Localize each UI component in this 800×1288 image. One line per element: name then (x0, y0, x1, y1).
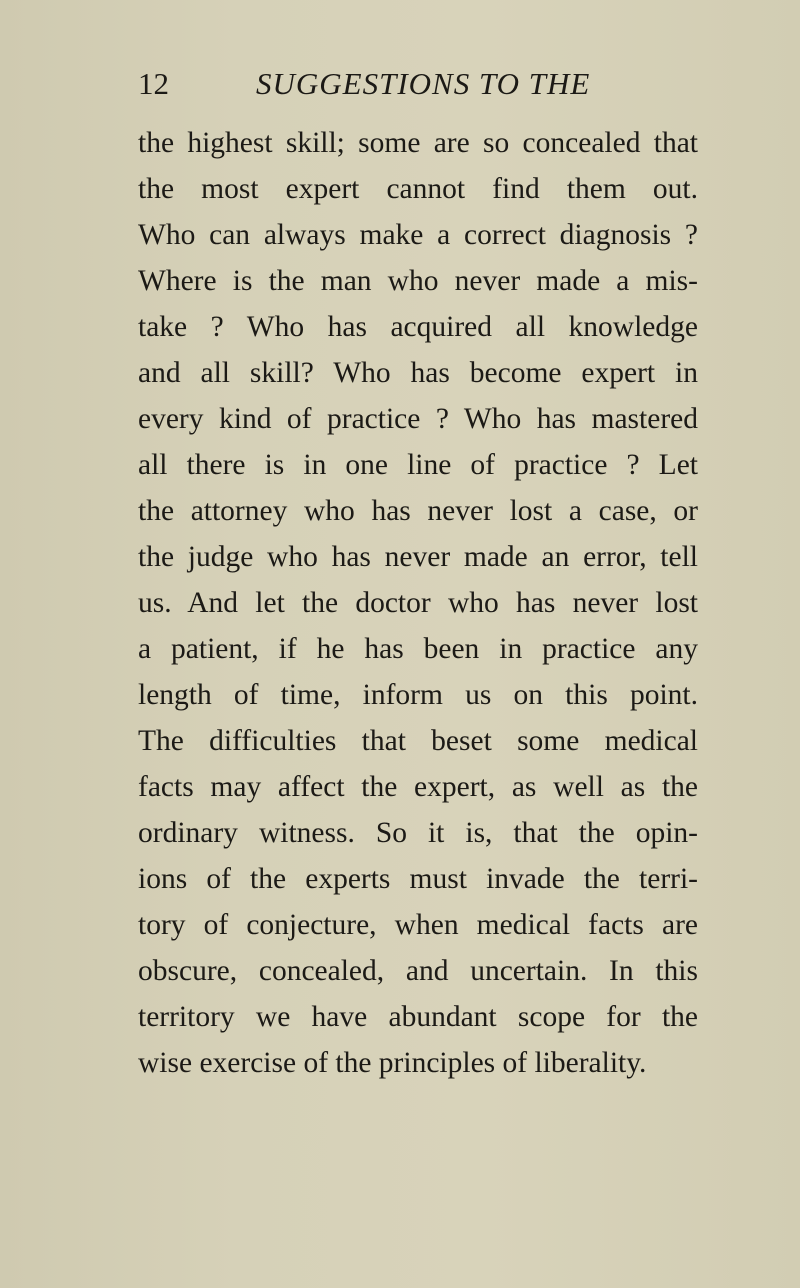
text-line: every kind of practice ? Who has mastered (138, 403, 698, 435)
text-line: ions of the experts must invade the terri- (138, 863, 698, 895)
text-line: us. And let the doctor who has never lost (138, 587, 698, 619)
text-line: Where is the man who never made a mis- (138, 265, 698, 297)
text-line: territory we have abundant scope for the (138, 1001, 698, 1033)
running-head: SUGGESTIONS TO THE (256, 66, 591, 101)
text-line: the attorney who has never lost a case, or (138, 495, 698, 527)
text-line: The difficulties that beset some medical (138, 725, 698, 757)
text-line: take ? Who has acquired all knowledge (138, 311, 698, 343)
body-text (138, 120, 698, 1086)
text-line: tory of conjecture, when medical facts are (138, 909, 698, 941)
page-header (138, 62, 698, 106)
text-line: wise exercise of the principles of liberality. (138, 1047, 647, 1079)
text-line: all there is in one line of practice ? Let (138, 449, 698, 481)
text-line: ordinary witness. So it is, that the opin- (138, 817, 698, 849)
text-line: facts may affect the expert, as well as the (138, 771, 698, 803)
text-line: Who can always make a correct diagnosis ? (138, 219, 698, 251)
text-line: and all skill? Who has become expert in (138, 357, 698, 389)
text-line: the highest skill; some are so concealed that (138, 127, 698, 159)
text-line: length of time, inform us on this point. (138, 679, 698, 711)
page-number: 12 (138, 66, 169, 101)
text-line: a patient, if he has been in practice any (138, 633, 698, 665)
text-line: the judge who has never made an error, tell (138, 541, 698, 573)
text-line: the most expert cannot find them out. (138, 173, 698, 205)
text-line: obscure, concealed, and uncertain. In this (138, 955, 698, 987)
